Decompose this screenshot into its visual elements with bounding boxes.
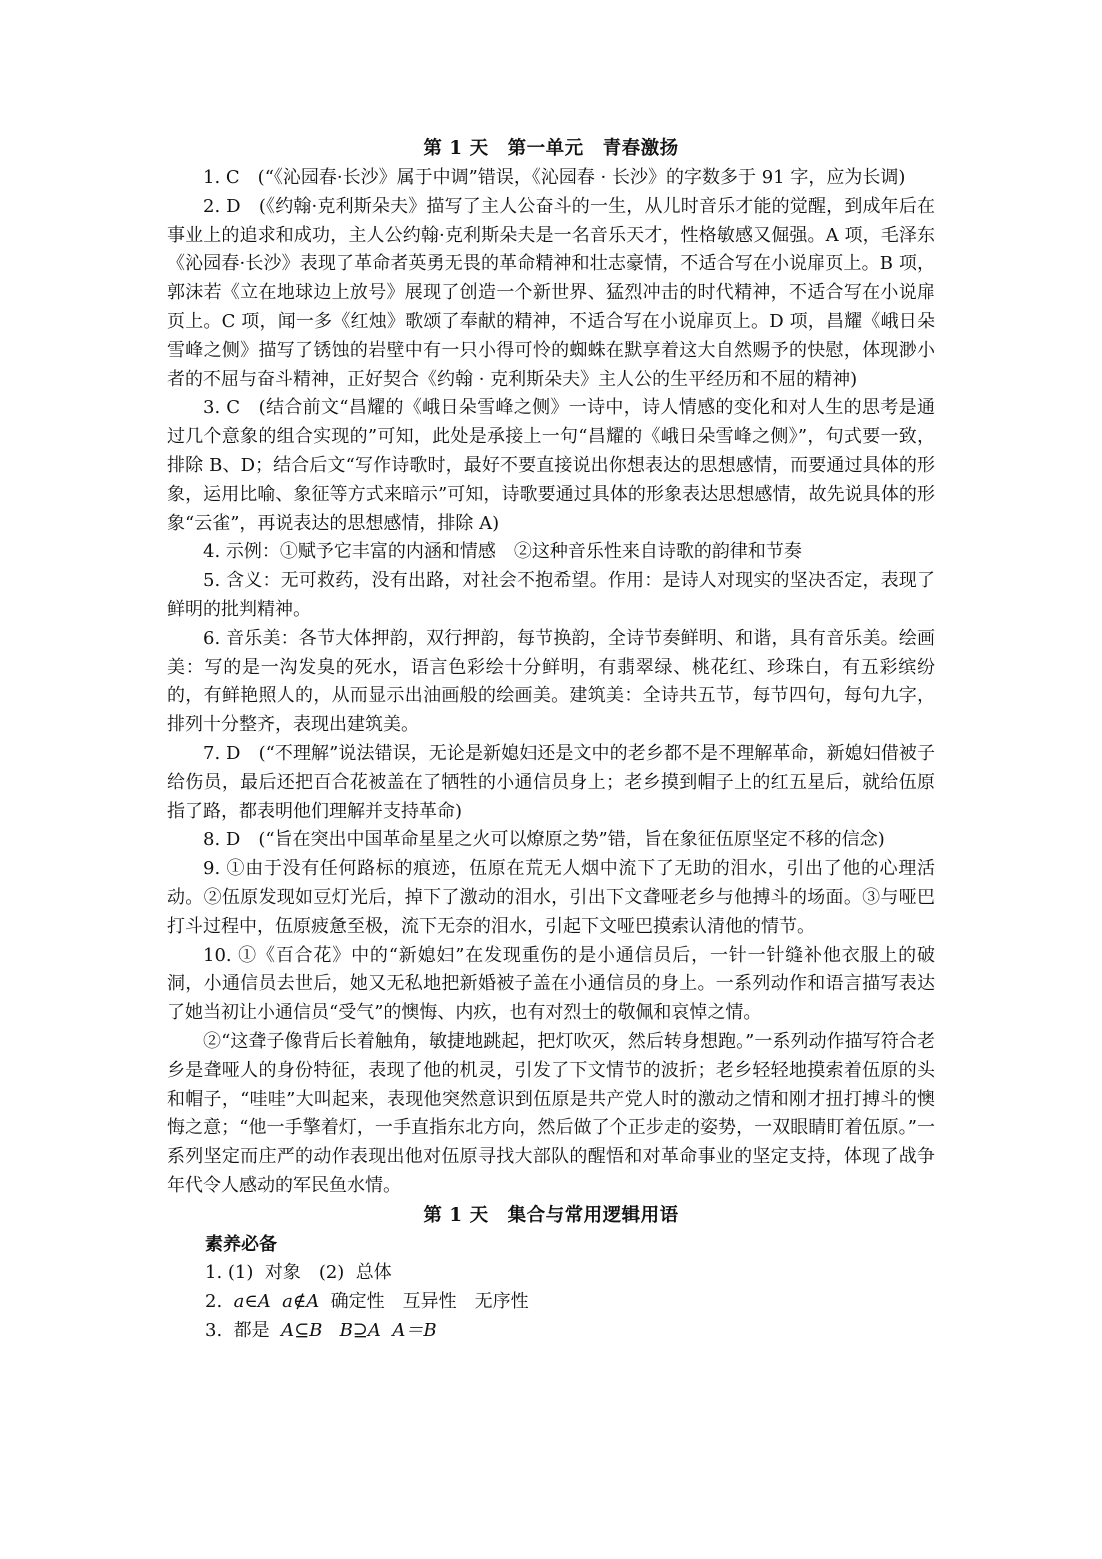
math-expression: A＝B xyxy=(392,1320,437,1342)
answer-item: 4. 示例：①赋予它丰富的内涵和情感 ②这种音乐性来自诗歌的韵律和节奏 xyxy=(203,541,802,563)
answer-item: 8. D (“旨在突出中国革命星星之火可以燎原之势”错，旨在象征伍原坚定不移的信念) xyxy=(203,829,885,851)
item-number: 3. xyxy=(205,1320,223,1342)
section-title-chinese: 第 1 天 第一单元 青春激扬 xyxy=(423,138,679,159)
answer-item: 1. C (“《沁园春·长沙》属于中调”错误，《沁园春 · 长沙》的字数多于 91 字，应为长调) xyxy=(203,167,906,188)
answer-item: 2. D (《约翰·克利斯朵夫》描写了主人公奋斗的一生，从儿时音乐才能的觉醒，到成年后在事业上的追求和成功，主人公约翰·克利斯朵夫是一名音乐天才，性格敏感又倔强。A 项，毛泽东《沁园春·长沙》表现了革命者英勇无畏的革命精神和壮志豪情，不适合写在小说扉页上。B 项，郭沫若《立在地球边上放号》展现了创造一个新世界、猛烈冲击的时代精神，不适合写在小说扉页上。C 项，闻一多《红烛》歌颂了奉献的精神，不适合写在小说扉页上。D 项，昌耀《峨日朵雪峰之侧》描写了锈蚀的岩壁中有一只小得可怜的蜘蛛在默享着这大自然赐予的快慰，体现渺小者的不屈与奋斗精神，正好契合《约翰 · 克利斯朵夫》主人公的生平经历和不屈的精神) xyxy=(167,195,935,390)
math-expression: a∉A xyxy=(282,1291,320,1313)
answer-item: ②“这聋子像背后长着触角，敏捷地跳起，把灯吹灭，然后转身想跑。”一系列动作描写符合老乡是聋哑人的身份特征，表现了他的机灵，引发了下文情节的波折；老乡轻轻地摸索着伍原的头和帽子，“哇哇”大叫起来，表现他突然意识到伍原是共产党人时的激动之情和刚才扭打搏斗的懊悔之意；“他一手擎着灯，一手直指东北方向，然后做了个正步走的姿势，一双眼睛盯着伍原。”一系列坚定而庄严的动作表现出他对伍原寻找大部队的醒悟和对革命事业的坚定支持，体现了战争年代令人感动的军民鱼水情。 xyxy=(167,1030,935,1196)
answer-item: 7. D (“不理解”说法错误，无论是新媳妇还是文中的老乡都不是不理解革命，新媳妇借被子给伤员，最后还把百合花被盖在了牺牲的小通信员身上；老乡摸到帽子上的红五星后，就给伍原指了路，都表明他们理解并支持革命) xyxy=(167,742,935,822)
answer-item: 3. C (结合前文“昌耀的《峨日朵雪峰之侧》一诗中，诗人情感的变化和对人生的思考是通过几个意象的组合实现的”可知，此处是承接上一句“昌耀的《峨日朵雪峰之侧》”，句式要一致，排除 B、D；结合后文“写作诗歌时，最好不要直接说出你想表达的思想感情，而要通过具体的形象，运用比喻、象征等方式来暗示”可知，诗歌要通过具体的形象表达思想感情，故先说具体的形象“云雀”，再说表达的思想感情，排除 A) xyxy=(167,397,935,534)
answer-item: 9. ①由于没有任何路标的痕迹，伍原在荒无人烟中流下了无助的泪水，引出了他的心理活动。②伍原发现如豆灯光后，掉下了激动的泪水，引出下文聋哑老乡与他搏斗的场面。③与哑巴打斗过程中，伍原疲惫至极，流下无奈的泪水，引起下文哑巴摸索认清他的情节。 xyxy=(167,858,935,937)
section-title-math: 第 1 天 集合与常用逻辑用语 xyxy=(423,1204,679,1226)
math-expression: A⊆B xyxy=(281,1320,323,1342)
answer-item: 5. 含义：无可救药，没有出路，对社会不抱希望。作用：是诗人对现实的坚决否定，表现了鲜明的批判精神。 xyxy=(167,570,935,620)
answer-item: 6. 音乐美：各节大体押韵，双行押韵，每节换韵，全诗节奏鲜明、和谐，具有音乐美。绘画美：写的是一沟发臭的死水，语言色彩绘十分鲜明，有翡翠绿、桃花红、珍珠白，有五彩缤纷的，有鲜艳照人的，从而显示出油画般的绘画美。建筑美：全诗共五节，每节四句，每句九字，排列十分整齐，表现出建筑美。 xyxy=(167,627,935,736)
subsection-title: 素养必备 xyxy=(205,1233,277,1255)
math-expression: B⊇A xyxy=(339,1320,381,1342)
math-line-1: 1. (1) 对象 (2) 总体 xyxy=(205,1262,392,1284)
math-line-3 xyxy=(167,1317,935,1346)
math-word: 都是 xyxy=(233,1320,270,1342)
item-number: 2. xyxy=(205,1291,223,1313)
document-page xyxy=(167,134,935,1346)
math-expression: a∈A xyxy=(233,1291,271,1313)
math-line-2 xyxy=(167,1288,935,1317)
answer-item: 10. ①《百合花》中的“新媳妇”在发现重伤的是小通信员后，一针一针缝补他衣服上的破洞，小通信员去世后，她又无私地把新婚被子盖在小通信员的身上。一系列动作和语言描写表达了她当初让小通信员“受气”的懊悔、内疚，也有对烈士的敬佩和哀悼之情。 xyxy=(167,944,935,1024)
property-list: 确定性 互异性 无序性 xyxy=(330,1291,529,1313)
